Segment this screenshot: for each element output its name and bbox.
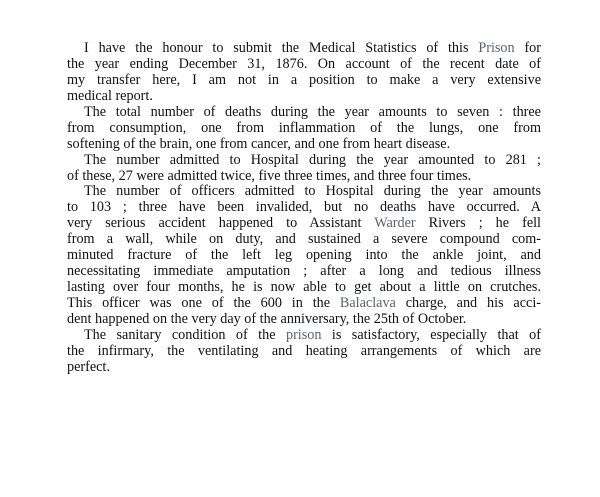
text-line bbox=[67, 232, 541, 248]
text-line bbox=[67, 57, 541, 73]
paragraph-deaths bbox=[67, 105, 541, 153]
text-run: from a wall, while on duty, and sustained a severe compound com- bbox=[67, 231, 541, 248]
document-page bbox=[67, 41, 541, 376]
text-run: the infirmary, the ventilating and heating arrangements of which are bbox=[67, 342, 541, 359]
text-run: medical report. bbox=[67, 87, 153, 104]
paragraph-sanitary bbox=[67, 328, 541, 376]
paragraph-intro bbox=[67, 41, 541, 105]
text-run: the year ending December 31, 1876. On account of the recent date of bbox=[67, 55, 541, 72]
text-line bbox=[67, 73, 541, 89]
text-line bbox=[67, 328, 541, 344]
text-run: minuted fracture of the left leg opening into the ankle joint, and bbox=[67, 247, 541, 264]
text-run: The total number of deaths during the year amounts to seven : three bbox=[84, 103, 541, 120]
text-run: from consumption, one from inflammation of the lungs, one from bbox=[67, 119, 541, 136]
text-run: to 103 ; three have been invalided, but no deaths have occurred. A bbox=[67, 199, 541, 216]
text-line bbox=[67, 248, 541, 264]
highlighted-term: Balaclava bbox=[339, 295, 396, 311]
text-line bbox=[67, 41, 541, 57]
highlighted-term: prison bbox=[285, 326, 322, 343]
text-run: The number of officers admitted to Hospital during the year amounts bbox=[84, 183, 541, 200]
text-run: This officer was one of the 600 in the bbox=[67, 295, 340, 311]
text-run: The sanitary condition of the bbox=[84, 326, 286, 343]
text-run: I have the honour to submit the Medical Statistics of this bbox=[84, 40, 479, 56]
text-run: very serious accident happened to Assistant bbox=[67, 215, 375, 232]
paragraph-officers bbox=[67, 184, 541, 327]
highlighted-term: Prison bbox=[478, 40, 515, 56]
text-run: lasting over four months, he is now able to get about a little on crutches. bbox=[67, 279, 541, 296]
text-line bbox=[67, 105, 541, 121]
text-line bbox=[67, 89, 541, 105]
text-line bbox=[67, 184, 541, 200]
text-run: of these, 27 were admitted twice, five three times, and three four times. bbox=[67, 167, 472, 184]
text-run: charge, and his acci- bbox=[395, 295, 541, 311]
text-line bbox=[67, 137, 541, 153]
text-line bbox=[67, 296, 541, 312]
text-line bbox=[67, 153, 541, 169]
text-run: dent happened on the very day of the anniversary, the 25th of October. bbox=[67, 310, 467, 327]
text-run: Rivers ; he fell bbox=[415, 215, 541, 232]
text-run: The number admitted to Hospital during the year amounted to 281 ; bbox=[84, 151, 541, 168]
text-line bbox=[67, 121, 541, 137]
text-line bbox=[67, 200, 541, 216]
text-line bbox=[67, 344, 541, 360]
text-line bbox=[67, 312, 541, 328]
text-line bbox=[67, 264, 541, 280]
text-run: my transfer here, I am not in a position to make a very extensive bbox=[67, 71, 541, 88]
paragraph-hospital-admissions bbox=[67, 153, 541, 185]
text-run: necessitating immediate amputation ; after a long and tedious illness bbox=[67, 263, 541, 280]
text-run: softening of the brain, one from cancer, and one from heart disease. bbox=[67, 135, 451, 152]
text-line bbox=[67, 360, 541, 376]
text-line bbox=[67, 280, 541, 296]
text-line bbox=[67, 216, 541, 232]
text-run: is satisfactory, especially that of bbox=[321, 326, 541, 343]
text-run: for bbox=[514, 40, 541, 56]
highlighted-term: Warder bbox=[374, 215, 416, 232]
text-line bbox=[67, 169, 541, 185]
text-run: perfect. bbox=[67, 358, 110, 375]
